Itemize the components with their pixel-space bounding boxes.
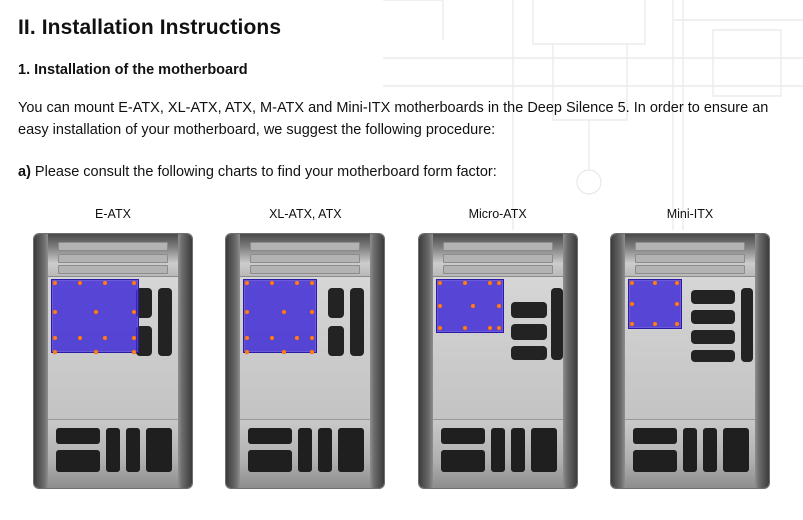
case-edge-left: [226, 234, 240, 488]
case-edge-left: [611, 234, 625, 488]
drive-bay-area: [433, 234, 563, 277]
intro-paragraph: You can mount E-ATX, XL-ATX, ATX, M-ATX and Mini-ITX motherboards in the Deep Silence 5. In order to ensure an easy installation of your motherboard, we suggest the following procedure:: [18, 100, 769, 138]
case-edge-right: [370, 234, 384, 488]
tray-cutout: [511, 324, 547, 340]
motherboard-tray: [625, 276, 755, 420]
case-edge-right: [178, 234, 192, 488]
drive-bay-area: [625, 234, 755, 277]
subsection-title: 1. Installation of the motherboard: [18, 62, 248, 78]
form-factor-charts: [18, 207, 785, 489]
page-title: II. Installation Instructions: [18, 16, 282, 39]
case-illustration: [610, 233, 770, 489]
step-label: a): [18, 163, 31, 180]
figure-caption: E-ATX: [95, 207, 131, 222]
tray-cutout: [328, 288, 344, 318]
motherboard-tray: [240, 276, 370, 420]
tray-cutout: [511, 346, 547, 360]
figure-mini-itx: [601, 207, 779, 489]
tray-cutout: [741, 288, 753, 362]
figure-xl-atx: [216, 207, 394, 489]
tray-cutout: [350, 288, 364, 356]
motherboard-plate: [51, 279, 139, 353]
psu-area: [433, 419, 563, 488]
tray-cutout: [691, 350, 735, 362]
psu-area: [240, 419, 370, 488]
figure-caption: Mini-ITX: [666, 207, 714, 222]
tray-cutout: [691, 310, 735, 324]
psu-area: [625, 419, 755, 488]
case-edge-right: [755, 234, 769, 488]
case-illustration: [225, 233, 385, 489]
step-text: Please consult the following charts to find your motherboard form factor:: [30, 163, 497, 180]
case-edge-right: [563, 234, 577, 488]
drive-bay-area: [240, 234, 370, 277]
case-illustration: [418, 233, 578, 489]
figure-caption: Micro-ATX: [468, 207, 527, 222]
tray-cutout: [158, 288, 172, 356]
drive-bay-area: [48, 234, 178, 277]
case-illustration: [33, 233, 193, 489]
motherboard-tray: [433, 276, 563, 420]
tray-cutout: [691, 330, 735, 344]
case-edge-left: [34, 234, 48, 488]
figure-caption: XL-ATX, ATX: [269, 207, 342, 222]
case-edge-left: [419, 234, 433, 488]
motherboard-tray: [48, 276, 178, 420]
figure-micro-atx: [409, 207, 587, 489]
motherboard-plate: [243, 279, 317, 353]
tray-cutout: [691, 290, 735, 304]
tray-cutout: [328, 326, 344, 356]
tray-cutout: [551, 288, 563, 360]
step-paragraph: [18, 162, 785, 184]
tray-cutout: [511, 302, 547, 318]
psu-area: [48, 419, 178, 488]
figure-e-atx: [24, 207, 202, 489]
motherboard-plate: [436, 279, 504, 333]
